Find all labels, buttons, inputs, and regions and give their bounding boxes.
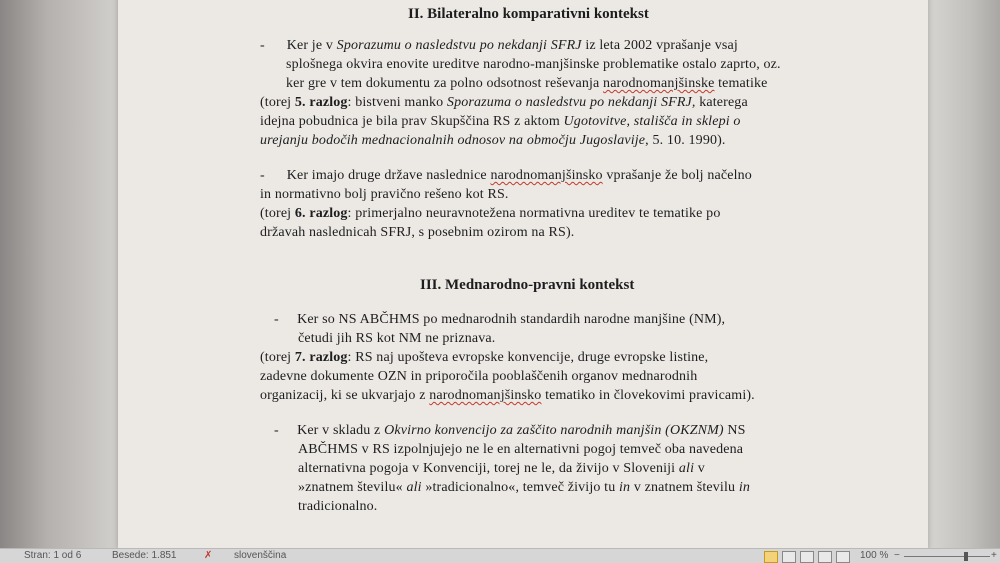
text-run: Ker so NS ABČHMS po mednarodnih standardih narodne manjšine (NM), — [297, 312, 726, 327]
document-page[interactable] — [118, 0, 928, 550]
text-run: v znatnem številu — [630, 480, 739, 495]
word-count[interactable]: Besede: 1.851 — [112, 550, 177, 561]
paragraph-line — [286, 76, 768, 92]
bullet-dash: - — [274, 423, 279, 438]
paragraph-line — [274, 423, 746, 439]
text-run: Ker v skladu z — [297, 423, 385, 438]
text-run: ker gre v tem dokumentu za polno odsotnost reševanja — [286, 76, 604, 91]
paragraph-line: ABČHMS v RS izpolnjujejo ne le en alternativni pogoj temveč oba navedena — [298, 442, 744, 457]
text-run: (torej — [260, 206, 295, 221]
italic-text-run: Sporazumu o nasledstvu po nekdanji SFRJ — [336, 38, 582, 53]
text-run: vprašanje že bolj načelno — [602, 168, 752, 183]
page-count[interactable]: Stran: 1 od 6 — [24, 550, 82, 561]
text-run: Ker imajo druge države naslednice — [286, 168, 491, 183]
text-run: iz leta 2002 vprašanje vsaj — [581, 38, 738, 53]
text-run: katerega — [695, 95, 748, 110]
paragraph-line — [260, 206, 720, 222]
text-run: (torej — [260, 95, 295, 110]
text-run: : RS naj upošteva evropske konvencije, druge evropske listine, — [347, 350, 709, 365]
paragraph-line: državah naslednicah SFRJ, s posebnim ozirom na RS). — [260, 225, 575, 240]
text-run: alternativna pogoja v Konvenciji, torej ne le, da živijo v Sloveniji — [298, 461, 679, 476]
bold-text-run: 5. razlog — [294, 95, 348, 110]
paragraph-line — [260, 38, 738, 54]
italic-text-run: ali — [406, 480, 422, 495]
proofing-error-icon[interactable]: ✗ — [204, 550, 213, 561]
zoom-slider-thumb[interactable] — [964, 552, 968, 561]
bullet-dash: - — [260, 168, 265, 183]
paragraph-line: zadevne dokumente OZN in priporočila pooblaščenih organov mednarodnih — [260, 369, 698, 384]
zoom-in-button[interactable]: + — [991, 550, 997, 561]
paragraph-line: in normativno bolj pravično rešeno kot RS. — [260, 187, 509, 202]
text-run: v — [694, 461, 705, 476]
paragraph-line — [260, 133, 726, 149]
italic-text-run: in — [619, 480, 631, 495]
text-run: , 5. 10. 1990). — [645, 133, 726, 148]
spellcheck-word[interactable]: narodnomanjšinsko — [429, 388, 542, 403]
bullet-dash: - — [260, 38, 265, 53]
bold-text-run: 7. razlog — [294, 350, 348, 365]
text-run: : bistveni manko — [347, 95, 447, 110]
text-run: NS — [723, 423, 746, 438]
language-indicator[interactable]: slovenščina — [234, 550, 287, 561]
italic-text-run: Ugotovitve, stališča in sklepi o — [563, 114, 741, 129]
zoom-out-button[interactable]: − — [894, 550, 900, 561]
web-layout-view-icon[interactable] — [800, 551, 814, 563]
text-run: idejna pobudnica je bila prav Skupščina RS z aktom — [260, 114, 564, 129]
text-run: »znatnem številu« — [298, 480, 407, 495]
paragraph-line: tradicionalno. — [298, 499, 378, 514]
zoom-slider-track[interactable] — [904, 556, 990, 557]
left-gray-margin — [0, 0, 120, 548]
italic-text-run: Sporazuma o nasledstvu po nekdanji SFRJ, — [446, 95, 696, 110]
paragraph-line — [260, 388, 755, 404]
paragraph-line — [260, 168, 752, 184]
text-run: (torej — [260, 350, 295, 365]
spellcheck-word[interactable]: narodnomanjšinske — [603, 76, 715, 91]
print-layout-view-icon[interactable] — [764, 551, 778, 563]
section-2-heading: II. Bilateralno komparativni kontekst — [408, 6, 649, 22]
italic-text-run: Okvirno konvencijo za zaščito narodnih manjšin (OKZNM) — [384, 423, 724, 438]
paragraph-line: splošnega okvira enovite ureditve narodno-manjšinske problematike ostalo zaprto, oz. — [286, 57, 781, 72]
text-run: : primerjalno neuravnotežena normativna ureditev te tematike po — [347, 206, 721, 221]
italic-text-run: urejanju bodočih mednacionalnih odnosov na območju Jugoslavije — [260, 133, 646, 148]
italic-text-run: ali — [678, 461, 695, 476]
paragraph-line — [260, 95, 748, 111]
full-screen-reading-view-icon[interactable] — [782, 551, 796, 563]
paragraph-line — [260, 114, 741, 130]
paragraph-line — [260, 350, 708, 366]
draft-view-icon[interactable] — [836, 551, 850, 563]
bold-text-run: 6. razlog — [294, 206, 348, 221]
outline-view-icon[interactable] — [818, 551, 832, 563]
section-3-heading: III. Mednarodno-pravni kontekst — [420, 277, 635, 293]
right-gray-margin — [926, 0, 1000, 548]
italic-text-run: in — [738, 480, 751, 495]
text-run: tematiko in človekovimi pravicami). — [541, 388, 755, 403]
status-bar — [0, 548, 1000, 563]
spellcheck-word[interactable]: narodnomanjšinsko — [490, 168, 603, 183]
paragraph-line — [298, 461, 705, 477]
paragraph-line — [274, 312, 725, 328]
text-run: tematike — [714, 76, 768, 91]
paragraph-line — [298, 480, 750, 496]
paragraph-line: četudi jih RS kot NM ne priznava. — [298, 331, 496, 346]
text-run: organizacij, ki se ukvarjajo z — [260, 388, 430, 403]
text-run: Ker je v — [286, 38, 337, 53]
text-run: »tradicionalno«, temveč živijo tu — [421, 480, 619, 495]
zoom-level[interactable]: 100 % — [860, 550, 889, 561]
bullet-dash: - — [274, 312, 279, 327]
